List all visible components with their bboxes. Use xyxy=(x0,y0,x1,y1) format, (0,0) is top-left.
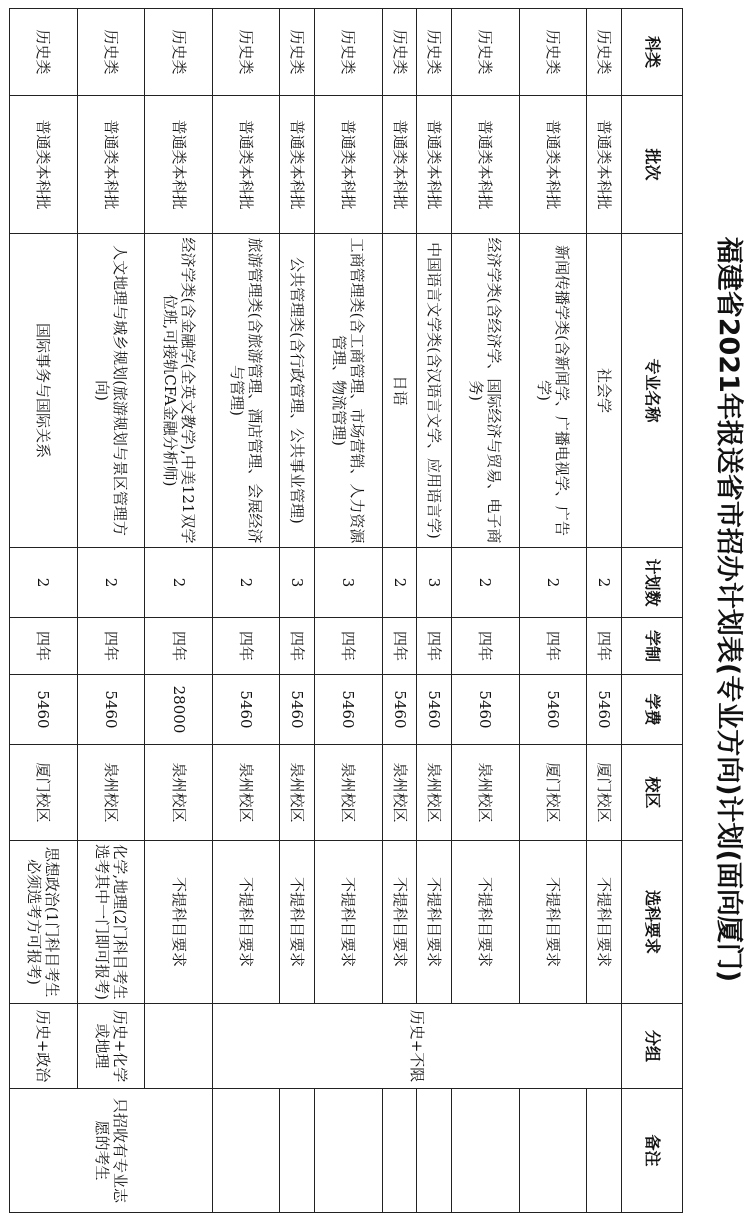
table-row xyxy=(10,9,78,1213)
cell-subject-req: 不提科目要求 xyxy=(519,841,587,1004)
cell-campus: 厦门校区 xyxy=(587,745,622,841)
cell-kelei: 历史类 xyxy=(145,9,213,96)
cell-plan: 2 xyxy=(452,548,520,618)
header-pici: 批次 xyxy=(622,96,683,234)
header-kelei: 科类 xyxy=(622,9,683,96)
cell-group: 历史+政治 xyxy=(10,1004,78,1089)
cell-pici: 普通类本科批 xyxy=(77,96,145,234)
cell-plan: 3 xyxy=(280,548,315,618)
cell-years: 四年 xyxy=(587,618,622,675)
cell-plan: 2 xyxy=(77,548,145,618)
cell-subject-req: 不提科目要求 xyxy=(212,841,280,1004)
cell-remark xyxy=(417,1089,452,1213)
cell-plan: 2 xyxy=(587,548,622,618)
cell-pici: 普通类本科批 xyxy=(452,96,520,234)
cell-campus: 泉州校区 xyxy=(212,745,280,841)
cell-subject-req: 不提科目要求 xyxy=(587,841,622,1004)
cell-campus: 泉州校区 xyxy=(417,745,452,841)
cell-pici: 普通类本科批 xyxy=(280,96,315,234)
cell-fee: 5460 xyxy=(280,675,315,745)
table-header-row xyxy=(622,9,683,1213)
cell-campus: 厦门校区 xyxy=(519,745,587,841)
header-group: 分组 xyxy=(622,1004,683,1089)
cell-campus: 泉州校区 xyxy=(77,745,145,841)
cell-fee: 5460 xyxy=(315,675,383,745)
cell-campus: 泉州校区 xyxy=(382,745,417,841)
header-subject-req: 选科要求 xyxy=(622,841,683,1004)
table-row xyxy=(145,9,213,1213)
cell-kelei: 历史类 xyxy=(417,9,452,96)
cell-years: 四年 xyxy=(77,618,145,675)
cell-plan: 2 xyxy=(519,548,587,618)
cell-pici: 普通类本科批 xyxy=(212,96,280,234)
cell-group-empty xyxy=(145,1004,213,1089)
cell-remark xyxy=(280,1089,315,1213)
cell-kelei: 历史类 xyxy=(519,9,587,96)
cell-major: 人文地理与城乡规划(旅游规划与景区管理方向) xyxy=(77,234,145,548)
cell-subject-req: 不提科目要求 xyxy=(145,841,213,1004)
cell-fee: 28000 xyxy=(145,675,213,745)
cell-remark xyxy=(519,1089,587,1213)
cell-remark: 只招收有专业志愿的考生 xyxy=(10,1089,213,1213)
cell-fee: 5460 xyxy=(10,675,78,745)
cell-pici: 普通类本科批 xyxy=(10,96,78,234)
cell-subject-req: 不提科目要求 xyxy=(452,841,520,1004)
cell-campus: 泉州校区 xyxy=(452,745,520,841)
cell-subject-req: 思想政治(1门科目考生必须选考方可报考) xyxy=(10,841,78,1004)
cell-major: 经济学类(含金融学(全英文教学),中美121双学位班,可接轨CFA金融分析师) xyxy=(145,234,213,548)
cell-major: 旅游管理类(含旅游管理、酒店管理、会展经济与管理) xyxy=(212,234,280,548)
cell-group: 历史+不限 xyxy=(212,1004,621,1089)
cell-plan: 2 xyxy=(145,548,213,618)
cell-subject-req: 不提科目要求 xyxy=(315,841,383,1004)
cell-campus: 泉州校区 xyxy=(145,745,213,841)
header-fee: 学费 xyxy=(622,675,683,745)
cell-fee: 5460 xyxy=(452,675,520,745)
cell-campus: 厦门校区 xyxy=(10,745,78,841)
cell-campus: 泉州校区 xyxy=(280,745,315,841)
cell-kelei: 历史类 xyxy=(452,9,520,96)
cell-major: 经济学类(含经济学、国际经济与贸易、电子商务) xyxy=(452,234,520,548)
cell-subject-req: 不提科目要求 xyxy=(280,841,315,1004)
cell-pici: 普通类本科批 xyxy=(587,96,622,234)
cell-subject-req: 不提科目要求 xyxy=(382,841,417,1004)
cell-years: 四年 xyxy=(519,618,587,675)
cell-kelei: 历史类 xyxy=(10,9,78,96)
cell-plan: 2 xyxy=(212,548,280,618)
cell-fee: 5460 xyxy=(382,675,417,745)
cell-kelei: 历史类 xyxy=(280,9,315,96)
cell-kelei: 历史类 xyxy=(212,9,280,96)
cell-remark xyxy=(382,1089,417,1213)
header-years: 学制 xyxy=(622,618,683,675)
cell-kelei: 历史类 xyxy=(315,9,383,96)
cell-major: 工商管理类(含工商管理、市场营销、人力资源管理、物流管理) xyxy=(315,234,383,548)
cell-kelei: 历史类 xyxy=(77,9,145,96)
cell-plan: 3 xyxy=(417,548,452,618)
cell-fee: 5460 xyxy=(519,675,587,745)
header-remark: 备注 xyxy=(622,1089,683,1213)
cell-major: 中国语言文学类(含汉语言文学、应用语言学) xyxy=(417,234,452,548)
cell-years: 四年 xyxy=(452,618,520,675)
cell-remark xyxy=(315,1089,383,1213)
cell-subject-req: 不提科目要求 xyxy=(417,841,452,1004)
cell-years: 四年 xyxy=(10,618,78,675)
cell-major: 新闻传播学类(含新闻学、广播电视学、广告学) xyxy=(519,234,587,548)
cell-group: 历史+化学或地理 xyxy=(77,1004,145,1089)
table-row xyxy=(77,9,145,1213)
cell-pici: 普通类本科批 xyxy=(417,96,452,234)
document-title: 福建省2021年报送省市招办计划表(专业方向)计划(面向厦门) xyxy=(713,236,744,983)
cell-campus: 泉州校区 xyxy=(315,745,383,841)
cell-major: 公共管理类(含行政管理、公共事业管理) xyxy=(280,234,315,548)
cell-plan: 2 xyxy=(10,548,78,618)
cell-years: 四年 xyxy=(382,618,417,675)
cell-remark xyxy=(452,1089,520,1213)
cell-pici: 普通类本科批 xyxy=(519,96,587,234)
cell-plan: 3 xyxy=(315,548,383,618)
cell-fee: 5460 xyxy=(587,675,622,745)
header-plan: 计划数 xyxy=(622,548,683,618)
cell-subject-req: 化学,地理(2门科目考生选考其中一门即可报考) xyxy=(77,841,145,1004)
cell-years: 四年 xyxy=(280,618,315,675)
header-major: 专业名称 xyxy=(622,234,683,548)
cell-plan: 2 xyxy=(382,548,417,618)
cell-remark xyxy=(212,1089,280,1213)
cell-kelei: 历史类 xyxy=(587,9,622,96)
cell-years: 四年 xyxy=(315,618,383,675)
cell-years: 四年 xyxy=(212,618,280,675)
header-campus: 校区 xyxy=(622,745,683,841)
cell-major: 日语 xyxy=(382,234,417,548)
cell-years: 四年 xyxy=(145,618,213,675)
table-row xyxy=(587,9,622,1213)
cell-pici: 普通类本科批 xyxy=(315,96,383,234)
cell-major: 社会学 xyxy=(587,234,622,548)
cell-pici: 普通类本科批 xyxy=(145,96,213,234)
cell-years: 四年 xyxy=(417,618,452,675)
cell-major: 国际事务与国际关系 xyxy=(10,234,78,548)
cell-fee: 5460 xyxy=(417,675,452,745)
cell-fee: 5460 xyxy=(212,675,280,745)
cell-pici: 普通类本科批 xyxy=(382,96,417,234)
cell-remark xyxy=(587,1089,622,1213)
cell-fee: 5460 xyxy=(77,675,145,745)
cell-kelei: 历史类 xyxy=(382,9,417,96)
enrollment-plan-table xyxy=(9,8,683,1213)
